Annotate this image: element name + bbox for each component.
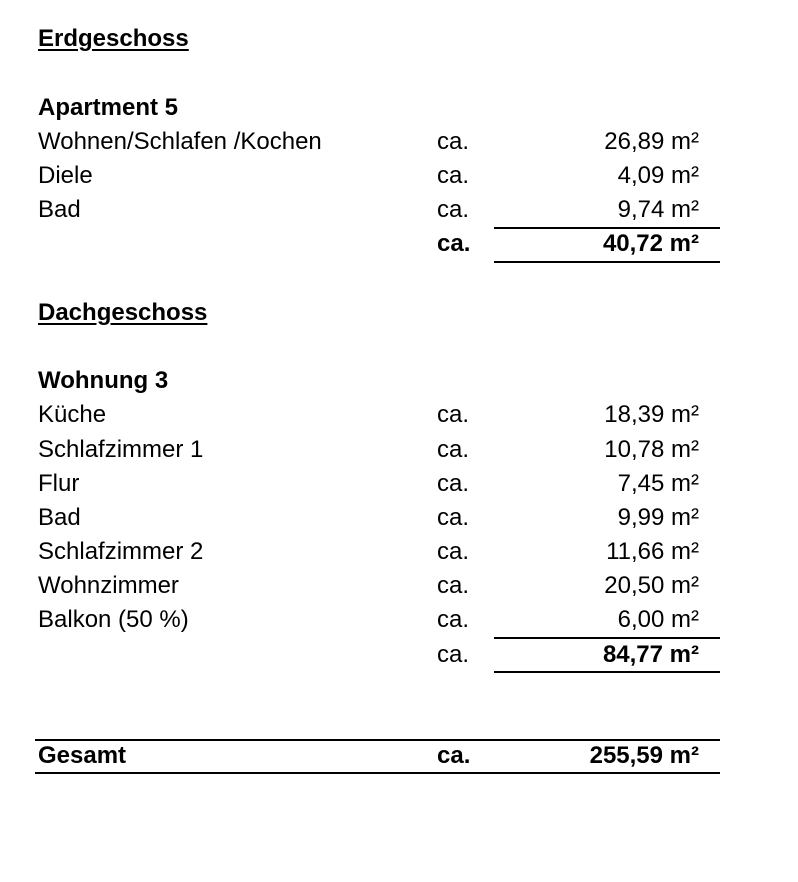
approx-label: ca. [437,538,470,565]
approx-label: ca. [437,162,470,189]
approx-label: ca. [437,470,470,497]
room-label: Bad [38,504,81,531]
room-area: 9,99 m² [617,504,699,531]
room-area: 9,74 m² [617,196,699,223]
approx-label: ca. [437,742,471,769]
total-area: 255,59 m² [589,742,699,769]
room-area: 11,66 m² [606,538,699,565]
room-label: Schlafzimmer 2 [38,538,204,565]
room-area: 7,45 m² [617,470,699,497]
room-label: Wohnzimmer [38,572,179,599]
unit-title-apartment-5: Apartment 5 [38,94,179,121]
section-heading-erdgeschoss: Erdgeschoss [38,25,189,52]
room-label: Küche [38,401,107,428]
approx-label: ca. [437,401,470,428]
approx-label: ca. [437,641,470,668]
room-area: 10,78 m² [604,436,699,463]
room-label: Bad [38,196,81,223]
subtotal-rule-top [494,227,720,229]
total-rule-bottom [35,772,720,774]
room-area: 4,09 m² [617,162,699,189]
section-heading-dachgeschoss: Dachgeschoss [38,299,208,326]
subtotal-rule-bottom [494,261,720,263]
approx-label: ca. [437,436,470,463]
room-area: 20,50 m² [604,572,699,599]
approx-label: ca. [437,230,471,257]
total-rule-top [35,739,720,741]
room-label: Flur [38,470,80,497]
subtotal-area: 40,72 m² [602,230,699,257]
room-label: Balkon (50 %) [38,606,189,633]
approx-label: ca. [437,606,470,633]
subtotal-area: 84,77 m² [602,641,699,668]
room-label: Schlafzimmer 1 [38,436,204,463]
room-area: 26,89 m² [604,128,699,155]
total-label: Gesamt [38,742,127,769]
approx-label: ca. [437,128,470,155]
room-label: Wohnen/Schlafen /Kochen [38,128,322,155]
approx-label: ca. [437,196,470,223]
room-label: Diele [38,162,93,189]
subtotal-rule-bottom [494,671,720,673]
room-area: 6,00 m² [617,606,699,633]
approx-label: ca. [437,572,470,599]
subtotal-rule-top [494,637,720,639]
unit-title-wohnung-3: Wohnung 3 [38,367,169,394]
room-area: 18,39 m² [604,401,699,428]
approx-label: ca. [437,504,470,531]
